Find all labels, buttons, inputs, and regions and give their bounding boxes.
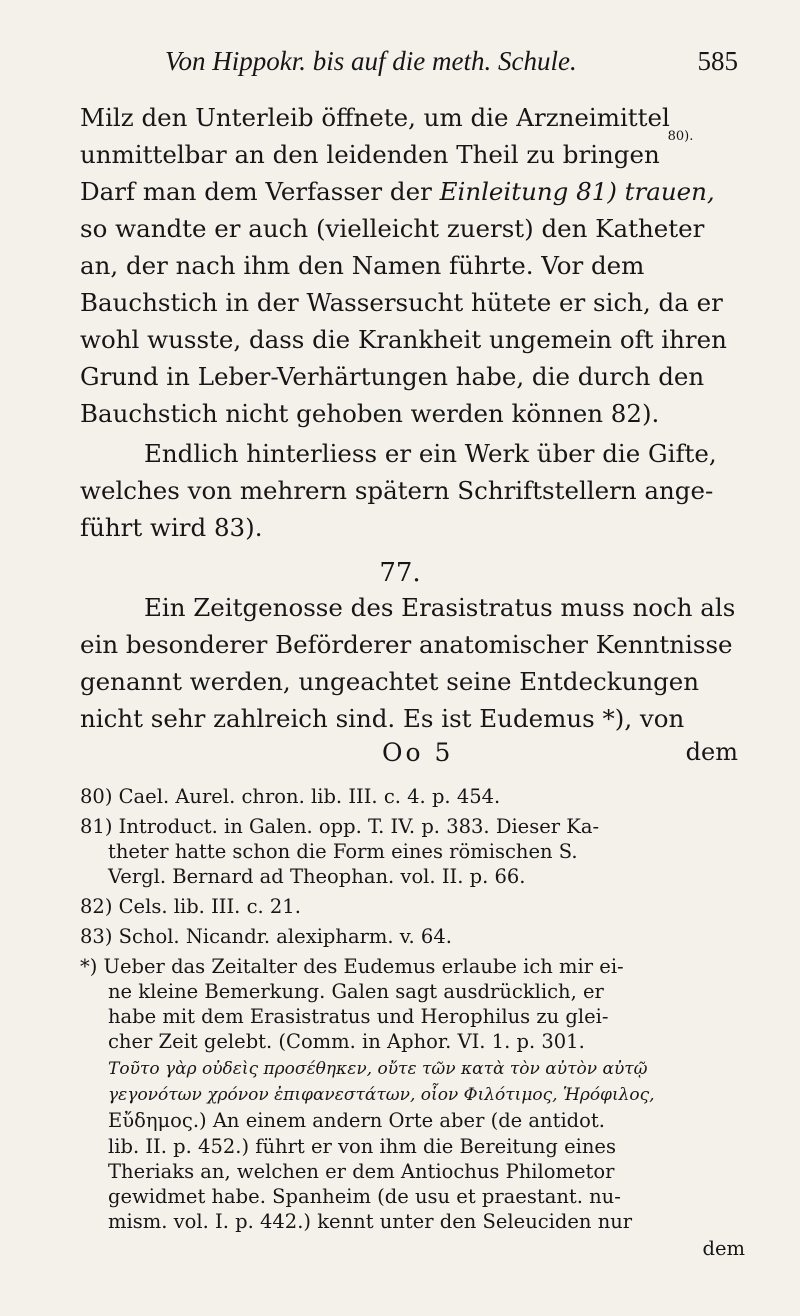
text-line: genannt werden, ungeachtet seine Entdeckungen bbox=[80, 667, 700, 696]
text-line: führt wird 83). bbox=[80, 513, 263, 542]
text-line: welches von mehrern spätern Schriftstellern ange- bbox=[80, 476, 714, 505]
signature-mark: Oo 5 bbox=[382, 738, 454, 767]
text-line: Endlich hinterliess er ein Werk über die Gifte, bbox=[144, 439, 717, 468]
running-header bbox=[165, 46, 738, 77]
footnote-line: gewidmet habe. Spanheim (de usu et praestant. nu- bbox=[108, 1185, 621, 1208]
footnote-line: ne kleine Bemerkung. Galen sagt ausdrücklich, er bbox=[108, 980, 604, 1003]
footnote-line: 82) Cels. lib. III. c. 21. bbox=[80, 895, 301, 918]
footnote-line: 81) Introduct. in Galen. opp. T. IV. p. 383. Dieser Ka- bbox=[80, 815, 600, 838]
footnote-line: theter hatte schon die Form eines römischen S. bbox=[108, 840, 578, 863]
text-line: Grund in Leber-Verhärtungen habe, die durch den bbox=[80, 362, 705, 391]
footnote-line: cher Zeit gelebt. (Comm. in Aphor. VI. 1. p. 301. bbox=[108, 1030, 585, 1053]
footnote-line: Theriaks an, welchen er dem Antiochus Philometor bbox=[108, 1160, 615, 1183]
footnote-line: 83) Schol. Nicandr. alexipharm. v. 64. bbox=[80, 925, 452, 948]
footnote-line: Εὔδημος.) An einem andern Orte aber (de antidot. bbox=[108, 1109, 605, 1132]
page-number: 585 bbox=[697, 46, 738, 76]
text-line: wohl wusste, dass die Krankheit ungemein oft ihren bbox=[80, 325, 727, 354]
footnote-line: lib. II. p. 452.) führt er von ihm die Bereitung eines bbox=[108, 1135, 616, 1158]
footnote-line: habe mit dem Erasistratus und Herophilus zu glei- bbox=[108, 1005, 609, 1028]
footnote-line: 80) Cael. Aurel. chron. lib. III. c. 4. p. 454. bbox=[80, 785, 501, 808]
footnote-line: Vergl. Bernard ad Theophan. vol. II. p. 66. bbox=[108, 865, 526, 888]
text-line: Bauchstich nicht gehoben werden können 82). bbox=[80, 399, 660, 428]
text-line: Darf man dem Verfasser der Einleitung 81) trauen, bbox=[80, 177, 715, 206]
text-line: nicht sehr zahlreich sind. Es ist Eudemus *), von bbox=[80, 704, 685, 733]
text-line: an, der nach ihm den Namen führte. Vor dem bbox=[80, 251, 645, 280]
catchword: dem bbox=[685, 738, 738, 766]
footnote-line: mism. vol. I. p. 442.) kennt unter den Seleuciden nur bbox=[108, 1210, 633, 1233]
text-line: unmittelbar an den leidenden Theil zu bringen 80). bbox=[80, 129, 694, 169]
section-number: 77. bbox=[379, 558, 421, 588]
footnote-catchword: dem bbox=[702, 1237, 745, 1260]
text-line: so wandte er auch (vielleicht zuerst) den Katheter bbox=[80, 214, 705, 243]
footnote-line: *) Ueber das Zeitalter des Eudemus erlaube ich mir ei- bbox=[80, 955, 624, 978]
text-line: Ein Zeitgenosse des Erasistratus muss noch als bbox=[144, 593, 736, 622]
text-line: Milz den Unterleib öffnete, um die Arzneimittel bbox=[80, 103, 670, 132]
text-line: ein besonderer Beförderer anatomischer Kenntnisse bbox=[80, 630, 733, 659]
text-line: Bauchstich in der Wassersucht hütete er sich, da er bbox=[80, 288, 723, 317]
running-title: Von Hippokr. bis auf die meth. Schule. bbox=[165, 46, 577, 76]
footnote-line-greek: γεγονότων χρόνον ἐπιφανεστάτων, οἷον Φιλότιμος, Ἡρόφιλος, bbox=[108, 1085, 655, 1105]
footnote-line-greek: Τοῦτο γὰρ οὐδεὶς προσέθηκεν, οὔτε τῶν κατὰ τὸν αὐτὸν αὐτῷ bbox=[108, 1059, 648, 1079]
